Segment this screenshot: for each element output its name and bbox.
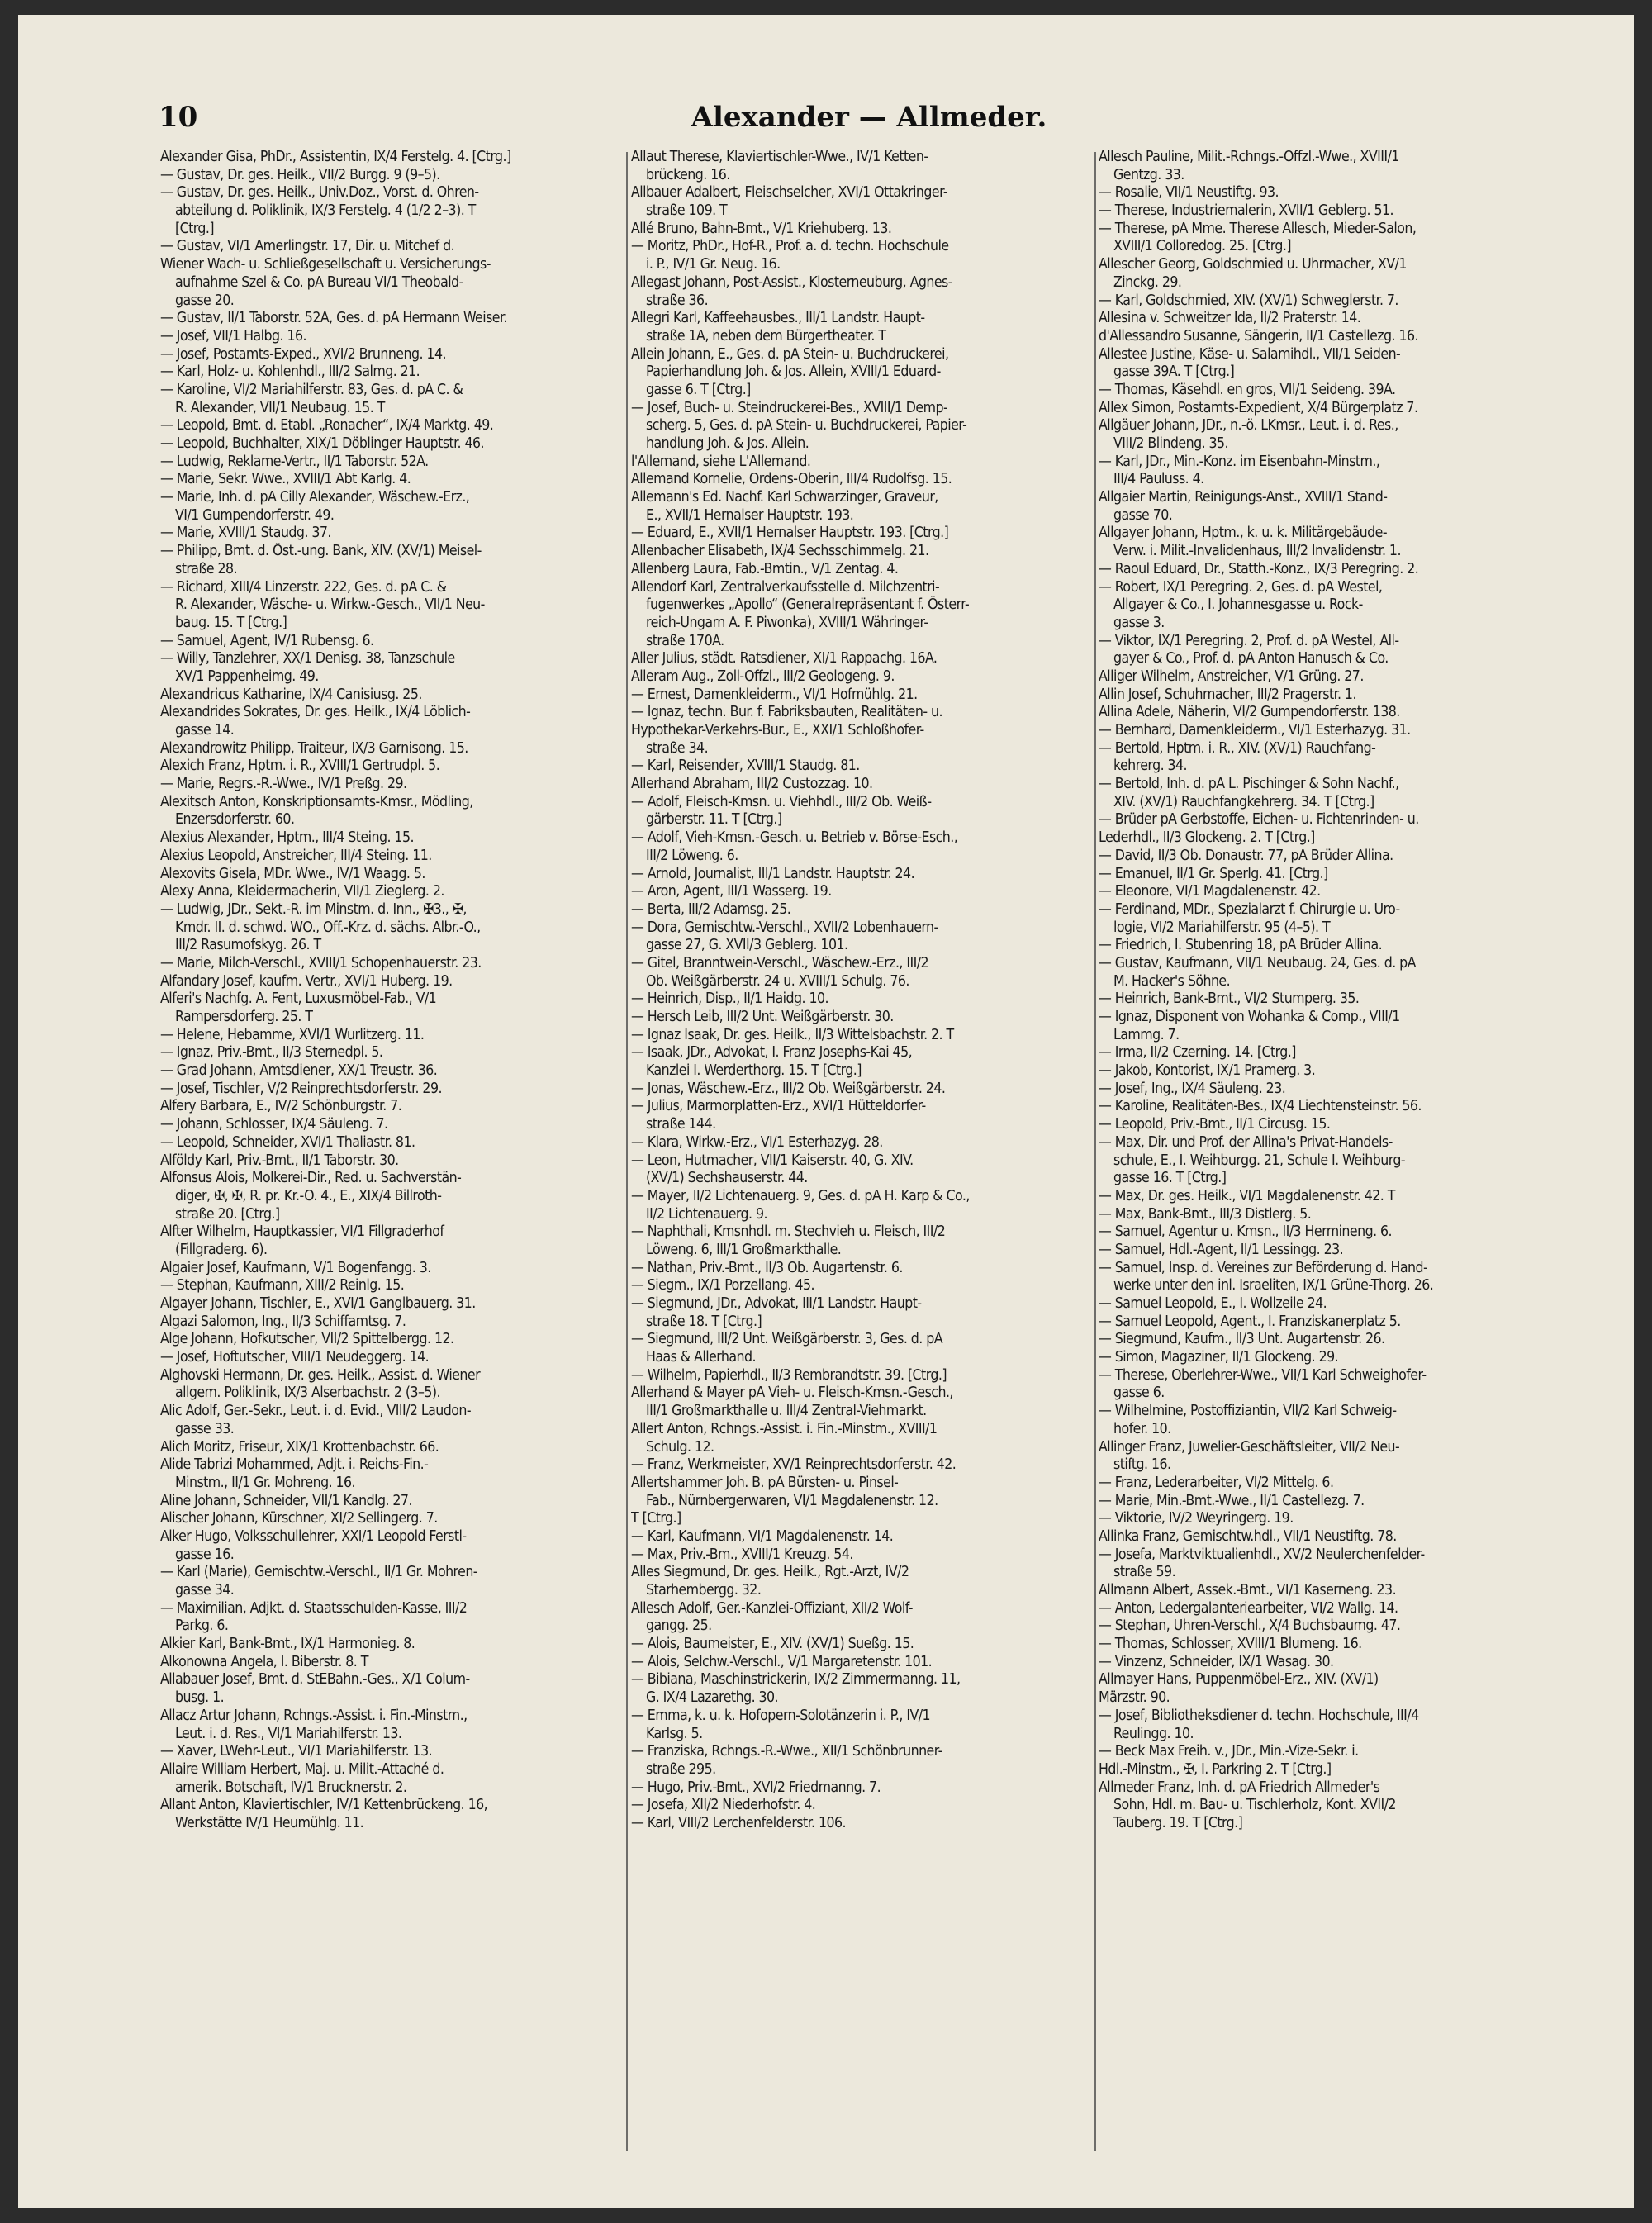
directory-entry-line: Reulingg. 10. (1113, 1725, 1194, 1742)
directory-entry-line: — Johann, Schlosser, IX/4 Säuleng. 7. (160, 1116, 388, 1133)
directory-entry-line: Fab., Nürnbergerwaren, VI/1 Magdalenenstr. 12. (646, 1492, 938, 1509)
directory-entry-line: Aline Johann, Schneider, VII/1 Kandlg. 27. (160, 1492, 412, 1509)
directory-entry-line: Alexandrides Sokrates, Dr. ges. Heilk., IX/4 Löblich- (160, 704, 471, 721)
directory-entry-line: — Samuel, Agentur u. Kmsn., II/3 Hermineng. 6. (1099, 1223, 1393, 1241)
directory-entry-line: — Marie, Inh. d. pA Cilly Alexander, Wäschew.-Erz., (160, 489, 470, 506)
directory-entry-line: — David, II/3 Ob. Donaustr. 77, pA Brüder Allina. (1099, 847, 1393, 864)
directory-entry-line: scherg. 5, Ges. d. pA Stein- u. Buchdruckerei, Papier- (646, 417, 967, 435)
directory-entry-line: — Ignaz, techn. Bur. f. Fabriksbauten, Realitäten- u. (631, 704, 942, 721)
directory-entry-line: Allegri Karl, Kaffeehausbes., III/1 Landstr. Haupt- (631, 310, 925, 327)
directory-entry-line: Aller Julius, städt. Ratsdiener, XI/1 Rappachg. 16A. (631, 650, 938, 667)
directory-entry-line: Allesina v. Schweitzer Ida, II/2 Praterstr. 14. (1099, 310, 1361, 327)
directory-entry-line: Hypothekar-Verkehrs-Bur., E., XXI/1 Schloßhofer- (631, 722, 924, 739)
directory-entry-line: logie, VI/2 Mariahilferstr. 95 (4–5). T (1113, 919, 1331, 936)
directory-entry-line: straße 109. T (646, 202, 728, 220)
column-1 (160, 149, 636, 2164)
directory-entry-line: — Karl (Marie), Gemischtw.-Verschl., II/1 Gr. Mohren- (160, 1564, 477, 1581)
directory-entry-line: — Nathan, Priv.-Bmt., II/3 Ob. Augartenstr. 6. (631, 1259, 903, 1276)
directory-entry-line: diger, ✠, ✠, R. pr. Kr.-O. 4., E., XIX/4 Billroth- (175, 1187, 442, 1204)
directory-entry-line: gasse 6. T [Ctrg.] (646, 381, 751, 398)
directory-entry-line: — Franz, Werkmeister, XV/1 Reinprechtsdorferstr. 42. (631, 1456, 957, 1474)
directory-entry-line: Alexovits Gisela, MDr. Wwe., IV/1 Waagg. 5. (160, 865, 425, 882)
directory-entry-line: — Bertold, Hptm. i. R., XIV. (XV/1) Rauchfang- (1099, 739, 1376, 757)
directory-entry-line: — Marie, Sekr. Wwe., XVIII/1 Abt Karlg. 4. (160, 471, 411, 488)
directory-entry-line: — Gustav, Dr. ges. Heilk., VII/2 Burgg. 9 (9–5). (160, 166, 440, 183)
directory-entry-line: Alexandricus Katharine, IX/4 Canisiusg. 25. (160, 686, 422, 703)
directory-entry-line: — Thomas, Käsehdl. en gros, VII/1 Seideng. 39A. (1099, 381, 1396, 398)
directory-entry-line: Allmann Albert, Assek.-Bmt., VI/1 Kaserneng. 23. (1099, 1582, 1397, 1598)
directory-entry-line: straße 20. [Ctrg.] (175, 1205, 280, 1223)
directory-entry-line: Minstm., II/1 Gr. Mohreng. 16. (175, 1474, 356, 1491)
directory-entry-line: Allert Anton, Rchngs.-Assist. i. Fin.-Minstm., XVIII/1 (631, 1420, 938, 1437)
directory-entry-line: Allabauer Josef, Bmt. d. StEBahn.-Ges., X/1 Colum- (160, 1671, 470, 1689)
directory-entry-line: Parkg. 6. (175, 1617, 229, 1635)
directory-entry-line: VI/1 Gumpendorferstr. 49. (175, 506, 335, 524)
directory-entry-line: Allgayer Johann, Hptm., k. u. k. Militärgebäude- (1099, 525, 1388, 542)
directory-entry-line: — Philipp, Bmt. d. Öst.-ung. Bank, XIV. (XV/1) Meisel- (160, 543, 482, 560)
directory-entry-line: Alge Johann, Hofkutscher, VII/2 Spittelbergg. 12. (160, 1331, 454, 1348)
directory-entry-line: l'Allemand, siehe L'Allemand. (631, 453, 811, 470)
directory-entry-line: — Richard, XIII/4 Linzerstr. 222, Ges. d. pA C. & (160, 578, 447, 596)
directory-entry-line: Alexius Alexander, Hptm., III/4 Steing. 15. (160, 829, 414, 847)
directory-entry-line: — Josef, Ing., IX/4 Säuleng. 23. (1099, 1080, 1286, 1097)
directory-entry-line: — Gustav, Dr. ges. Heilk., Univ.Doz., Vorst. d. Ohren- (160, 184, 479, 202)
directory-entry-line: amerik. Botschaft, IV/1 Brucknerstr. 2. (175, 1779, 407, 1796)
directory-entry-line: straße 1A, neben dem Bürgertheater. T (646, 327, 886, 344)
directory-entry-line: Allant Anton, Klaviertischler, IV/1 Kettenbrückeng. 16, (160, 1797, 488, 1814)
directory-entry-line: R. Alexander, VII/1 Neubaug. 15. T (175, 399, 385, 416)
directory-entry-line: — Samuel, Agent, IV/1 Rubensg. 6. (160, 632, 374, 649)
directory-entry-line: — Siegm., IX/1 Porzellang. 45. (631, 1277, 814, 1294)
directory-entry-line: — Therese, pA Mme. Therese Allesch, Mieder-Salon, (1099, 220, 1417, 237)
directory-entry-line: — Leopold, Priv.-Bmt., II/1 Circusg. 15. (1099, 1116, 1331, 1133)
directory-entry-line: Karlsg. 5. (646, 1725, 703, 1742)
directory-entry-line: baug. 15. T [Ctrg.] (175, 614, 287, 631)
directory-entry-line: Allenberg Laura, Fab.-Bmtin., V/1 Zentag. 4. (631, 560, 899, 577)
directory-entry-line: — Adolf, Fleisch-Kmsn. u. Viehhdl., III/2 Ob. Weiß- (631, 793, 932, 810)
directory-entry-line: — Josef, Bibliotheksdiener d. techn. Hochschule, III/4 (1099, 1707, 1419, 1724)
directory-entry-line: — Karl, Holz- u. Kohlenhdl., III/2 Salmg. 21. (160, 363, 420, 381)
directory-entry-line: Lederhdl., II/3 Glockeng. 2. T [Ctrg.] (1099, 829, 1315, 847)
directory-entry-line: — Siegmund, III/2 Unt. Weißgärberstr. 3, Ges. d. pA (631, 1331, 943, 1348)
directory-entry-line: — Simon, Magaziner, II/1 Glockeng. 29. (1099, 1349, 1339, 1366)
directory-entry-line: hofer. 10. (1113, 1420, 1171, 1437)
directory-entry-line: — Robert, IX/1 Peregring. 2, Ges. d. pA Westel, (1099, 578, 1383, 596)
directory-entry-line: — Xaver, LWehr-Leut., VI/1 Mariahilferstr. 13. (160, 1743, 433, 1760)
directory-entry-line: — Eleonore, VI/1 Magdalenenstr. 42. (1099, 883, 1321, 900)
directory-entry-line: Allegast Johann, Post-Assist., Klosterneuburg, Agnes- (631, 273, 952, 291)
directory-entry-line: Allmeder Franz, Inh. d. pA Friedrich Allmeder's (1099, 1779, 1380, 1796)
directory-entry-line: Allein Johann, E., Ges. d. pA Stein- u. Buchdruckerei, (631, 345, 949, 363)
directory-entry-line: — Ignaz Isaak, Dr. ges. Heilk., II/3 Wittelsbachstr. 2. T (631, 1026, 954, 1043)
directory-entry-line: Allmayer Hans, Puppenmöbel-Erz., XIV. (XV/1) (1099, 1671, 1379, 1689)
directory-entry-line: schule, E., I. Weihburgg. 21, Schule I. Weihburg- (1113, 1152, 1406, 1169)
directory-entry-line: Werkstätte IV/1 Heumühlg. 11. (175, 1814, 364, 1831)
directory-entry-line: — Viktorie, IV/2 Weyringerg. 19. (1099, 1510, 1294, 1527)
directory-entry-line: gasse 70. (1113, 506, 1173, 524)
directory-entry-line: — Marie, Min.-Bmt.-Wwe., II/1 Castellezg. 7. (1099, 1492, 1365, 1509)
directory-entry-line: — Mayer, II/2 Lichtenauerg. 9, Ges. d. pA H. Karp & Co., (631, 1187, 970, 1204)
directory-entry-line: Alexandrowitz Philipp, Traiteur, IX/3 Garnisong. 15. (160, 739, 468, 757)
directory-entry-line: Zinckg. 29. (1113, 273, 1182, 291)
directory-entry-line: Allgaier Martin, Reinigungs-Anst., XVIII/1 Stand- (1099, 489, 1388, 506)
directory-entry-line: Allesch Pauline, Milit.-Rchngs.-Offzl.-Wwe., XVIII/1 (1099, 149, 1399, 165)
directory-entry-line: — Josef, Postamts-Exped., XVI/2 Brunneng. 14. (160, 345, 446, 363)
directory-entry-line: — Alois, Baumeister, E., XIV. (XV/1) Sueßg. 15. (631, 1636, 914, 1653)
directory-entry-line: busg. 1. (175, 1689, 225, 1707)
directory-entry-line: stiftg. 16. (1113, 1456, 1171, 1474)
directory-entry-line: Alischer Johann, Kürschner, XI/2 Sellingerg. 7. (160, 1510, 438, 1527)
directory-entry-line: — Heinrich, Disp., II/1 Haidg. 10. (631, 990, 828, 1008)
directory-entry-line: gayer & Co., Prof. d. pA Anton Hanusch & Co. (1113, 650, 1389, 667)
directory-entry-line: straße 295. (646, 1760, 716, 1778)
directory-entry-line: — Samuel Leopold, E., I. Wollzeile 24. (1099, 1295, 1327, 1312)
running-head: Alexander — Allmeder. (691, 101, 1047, 134)
directory-entry-line: d'Allessandro Susanne, Sängerin, II/1 Castellezg. 16. (1099, 327, 1418, 344)
directory-entry-line: — Hersch Leib, III/2 Unt. Weißgärberstr. 30. (631, 1009, 894, 1025)
directory-entry-line: Algazi Salomon, Ing., II/3 Schiffamtsg. 7. (160, 1313, 406, 1330)
directory-entry-line: gasse 3. (1113, 614, 1165, 631)
directory-entry-line: — Irma, II/2 Czerning. 14. [Ctrg.] (1099, 1044, 1296, 1062)
directory-entry-line: Allestee Justine, Käse- u. Salamihdl., VII/1 Seiden- (1099, 345, 1401, 363)
directory-entry-line: Allesch Adolf, Ger.-Kanzlei-Offiziant, XII/2 Wolf- (631, 1599, 913, 1617)
directory-entry-line: — Leopold, Schneider, XVI/1 Thaliastr. 81. (160, 1133, 415, 1151)
directory-entry-line: — Josef, Buch- u. Steindruckerei-Bes., XVIII/1 Demp- (631, 399, 948, 416)
directory-entry-line: Haas & Allerhand. (646, 1349, 756, 1366)
directory-entry-line: — Aron, Agent, III/1 Wasserg. 19. (631, 883, 832, 900)
directory-entry-line: gasse 14. (175, 722, 235, 739)
directory-entry-line: — Thomas, Schlosser, XVIII/1 Blumeng. 16. (1099, 1636, 1362, 1653)
directory-entry-line: Ob. Weißgärberstr. 24 u. XVIII/1 Schulg. 76. (646, 972, 909, 990)
directory-entry-line: Rampersdorferg. 25. T (175, 1009, 313, 1025)
directory-entry-line: Alfandary Josef, kaufm. Vertr., XVI/1 Huberg. 19. (160, 972, 453, 990)
directory-entry-line: Alkonowna Angela, I. Biberstr. 8. T (160, 1653, 368, 1670)
directory-entry-line: — Leon, Hutmacher, VII/1 Kaiserstr. 40, G. XIV. (631, 1152, 914, 1169)
directory-entry-line: Allaire William Herbert, Maj. u. Milit.-Attaché d. (160, 1760, 444, 1778)
directory-entry-line: gasse 34. (175, 1582, 235, 1598)
directory-entry-line: straße 18. T [Ctrg.] (646, 1313, 762, 1330)
directory-entry-line: Allendorf Karl, Zentralverkaufsstelle d. Milchzentri- (631, 578, 940, 596)
directory-entry-line: — Emanuel, II/1 Gr. Sperlg. 41. [Ctrg.] (1099, 865, 1328, 882)
directory-entry-line: Alliger Wilhelm, Anstreicher, V/1 Grüng. 27. (1099, 667, 1364, 685)
directory-entry-line: Alexy Anna, Kleidermacherin, VII/1 Zieglerg. 2. (160, 883, 444, 900)
directory-entry-line: — Arnold, Journalist, III/1 Landstr. Hauptstr. 24. (631, 865, 915, 882)
directory-entry-line: reich-Ungarn A. F. Piwonka), XVIII/1 Währinger- (646, 614, 928, 631)
directory-entry-line: E., XVII/1 Hernalser Hauptstr. 193. (646, 506, 854, 524)
directory-entry-line: — Eduard, E., XVII/1 Hernalser Hauptstr. 193. [Ctrg.] (631, 525, 949, 542)
directory-entry-line: — Ferdinand, MDr., Spezialarzt f. Chirurgie u. Uro- (1099, 900, 1400, 918)
directory-entry-line: — Gustav, Kaufmann, VII/1 Neubaug. 24, Ges. d. pA (1099, 954, 1416, 971)
page-number: 10 (159, 101, 198, 134)
directory-entry-line: abteilung d. Poliklinik, IX/3 Ferstelg. 4 (1/2 2–3). T (175, 202, 476, 220)
directory-entry-line: gangg. 25. (646, 1617, 712, 1635)
directory-entry-line: Algayer Johann, Tischler, E., XVI/1 Ganglbauerg. 31. (160, 1295, 476, 1312)
directory-entry-line: Alfter Wilhelm, Hauptkassier, VI/1 Fillgraderhof (160, 1223, 444, 1241)
directory-entry-line: — Samuel, Insp. d. Vereines zur Beförderung d. Hand- (1099, 1259, 1428, 1276)
directory-entry-line: — Therese, Industriemalerin, XVII/1 Geblerg. 51. (1099, 202, 1394, 220)
directory-entry-line: Alexich Franz, Hptm. i. R., XVIII/1 Gertrudpl. 5. (160, 758, 440, 775)
directory-entry-line: T [Ctrg.] (631, 1510, 681, 1527)
column-2 (631, 149, 1107, 2164)
directory-entry-line: — Max, Bank-Bmt., III/3 Distlerg. 5. (1099, 1205, 1312, 1223)
directory-entry-line: Allin Josef, Schuhmacher, III/2 Pragerstr. 1. (1099, 686, 1356, 703)
directory-entry-line: — Raoul Eduard, Dr., Statth.-Konz., IX/3 Peregring. 2. (1099, 560, 1419, 577)
directory-entry-line: Alic Adolf, Ger.-Sekr., Leut. i. d. Evid., VIII/2 Laudon- (160, 1403, 472, 1420)
directory-entry-line: Allbauer Adalbert, Fleischselcher, XVI/1 Ottakringer- (631, 184, 948, 202)
directory-entry-line: Alexius Leopold, Anstreicher, III/4 Steing. 11. (160, 847, 432, 864)
directory-entry-line: — Wilhelmine, Postoffiziantin, VII/2 Karl Schweig- (1099, 1403, 1397, 1420)
directory-entry-line: gasse 39A. T [Ctrg.] (1113, 363, 1235, 381)
directory-entry-line: XVIII/1 Colloredog. 25. [Ctrg.] (1113, 238, 1292, 255)
directory-entry-line: — Karl, JDr., Min.-Konz. im Eisenbahn-Minstm., (1099, 453, 1380, 470)
directory-entry-line: — Wilhelm, Papierhdl., II/3 Rembrandtstr. 39. [Ctrg.] (631, 1366, 947, 1384)
directory-entry-line: — Gustav, VI/1 Amerlingstr. 17, Dir. u. Mitchef d. (160, 238, 455, 255)
directory-entry-line: M. Hacker's Söhne. (1113, 972, 1231, 990)
directory-entry-line: — Gitel, Branntwein-Verschl., Wäschew.-Erz., III/2 (631, 954, 929, 971)
directory-entry-line: Alkier Karl, Bank-Bmt., IX/1 Harmonieg. 8. (160, 1636, 415, 1653)
directory-entry-line: — Marie, Milch-Verschl., XVIII/1 Schopenhauerstr. 23. (160, 954, 482, 971)
directory-entry-line: kehrerg. 34. (1113, 758, 1188, 775)
directory-entry-line: Allex Simon, Postamts-Expedient, X/4 Bürgerplatz 7. (1099, 399, 1418, 416)
directory-entry-line: — Grad Johann, Amtsdiener, XX/1 Treustr. 36. (160, 1062, 438, 1080)
directory-entry-line: straße 144. (646, 1116, 716, 1133)
directory-entry-line: Allerhand Abraham, III/2 Custozzag. 10. (631, 776, 873, 793)
directory-entry-line: — Jakob, Kontorist, IX/1 Pramerg. 3. (1099, 1062, 1316, 1080)
directory-page (18, 15, 1634, 2208)
directory-entry-line: [Ctrg.] (175, 220, 215, 237)
directory-entry-line: Alfonsus Alois, Molkerei-Dir., Red. u. Sachverstän- (160, 1170, 462, 1187)
directory-entry-line: — Josefa, XII/2 Niederhofstr. 4. (631, 1797, 816, 1814)
directory-entry-line: gasse 20. (175, 292, 235, 309)
directory-entry-line: — Max, Priv.-Bm., XVIII/1 Kreuzg. 54. (631, 1546, 853, 1563)
directory-entry-line: — Josefa, Marktviktualienhdl., XV/2 Neulerchenfelder- (1099, 1546, 1425, 1563)
directory-entry-line: Lammg. 7. (1113, 1026, 1180, 1043)
directory-entry-line: — Maximilian, Adjkt. d. Staatsschulden-Kasse, III/2 (160, 1599, 468, 1617)
directory-entry-line: — Karoline, Realitäten-Bes., IX/4 Liechtensteinstr. 56. (1099, 1098, 1422, 1115)
directory-entry-line: — Max, Dr. ges. Heilk., VI/1 Magdalenenstr. 42. T (1099, 1187, 1395, 1204)
directory-entry-line: — Alois, Selchw.-Verschl., V/1 Margaretenstr. 101. (631, 1653, 933, 1670)
directory-entry-line: VIII/2 Blindeng. 35. (1113, 435, 1229, 452)
directory-entry-line: — Franz, Lederarbeiter, VI/2 Mittelg. 6. (1099, 1474, 1334, 1491)
directory-entry-line: — Josef, Tischler, V/2 Reinprechtsdorferstr. 29. (160, 1080, 442, 1097)
directory-entry-line: — Ignaz, Priv.-Bmt., II/3 Sternedpl. 5. (160, 1044, 383, 1062)
directory-entry-line: Allacz Artur Johann, Rchngs.-Assist. i. Fin.-Minstm., (160, 1707, 468, 1724)
directory-entry-line: gasse 16. (175, 1546, 235, 1563)
directory-entry-line: gärberstr. 11. T [Ctrg.] (646, 811, 782, 829)
directory-entry-line: — Stephan, Kaufmann, XIII/2 Reinlg. 15. (160, 1277, 405, 1294)
directory-entry-line: gasse 27, G. XVII/3 Geblerg. 101. (646, 937, 848, 954)
directory-entry-line: Alexander Gisa, PhDr., Assistentin, IX/4 Ferstelg. 4. [Ctrg.] (160, 149, 511, 165)
directory-entry-line: straße 28. (175, 560, 238, 577)
directory-entry-line: straße 34. (646, 739, 709, 757)
directory-entry-line: Alich Moritz, Friseur, XIX/1 Krottenbachstr. 66. (160, 1438, 439, 1456)
directory-entry-line: Alleram Aug., Zoll-Offzl., III/2 Geologeng. 9. (631, 667, 895, 685)
directory-entry-line: — Bibiana, Maschinstrickerin, IX/2 Zimmermanng. 11, (631, 1671, 961, 1689)
directory-entry-line: Allé Bruno, Bahn-Bmt., V/1 Kriehuberg. 13. (631, 220, 892, 237)
directory-entry-line: — Friedrich, I. Stubenring 18, pA Brüder Allina. (1099, 937, 1383, 954)
directory-entry-line: gasse 33. (175, 1420, 235, 1437)
directory-entry-line: gasse 16. T [Ctrg.] (1113, 1170, 1227, 1187)
directory-entry-line: Märzstr. 90. (1099, 1689, 1170, 1707)
directory-entry-line: Allemand Kornelie, Ordens-Oberin, III/4 Rudolfsg. 15. (631, 471, 952, 488)
directory-entry-line: — Dora, Gemischtw.-Verschl., XVII/2 Lobenhauern- (631, 919, 938, 936)
directory-entry-line: — Berta, III/2 Adamsg. 25. (631, 900, 791, 918)
directory-entry-line: — Bernhard, Damenkleiderm., VI/1 Esterhazyg. 31. (1099, 722, 1411, 739)
directory-entry-line: brückeng. 16. (646, 166, 730, 183)
directory-entry-line: — Emma, k. u. k. Hofopern-Solotänzerin i. P., IV/1 (631, 1707, 931, 1724)
directory-entry-line: Kmdr. II. d. schwd. WO., Off.-Krz. d. sächs. Albr.-O., (175, 919, 481, 936)
directory-entry-line: — Klara, Wirkw.-Erz., VI/1 Esterhazyg. 28. (631, 1133, 883, 1151)
directory-entry-line: fugenwerkes „Apollo“ (Generalrepräsentant f. Österr- (646, 596, 970, 614)
directory-entry-line: Algaier Josef, Kaufmann, V/1 Bogenfangg. 3. (160, 1259, 431, 1276)
directory-entry-line: Allenbacher Elisabeth, IX/4 Sechsschimmelg. 21. (631, 543, 929, 560)
directory-entry-line: Tauberg. 19. T [Ctrg.] (1113, 1814, 1243, 1831)
directory-entry-line: Kanzlei I. Werderthorg. 15. T [Ctrg.] (646, 1062, 862, 1080)
directory-entry-line: Papierhandlung Joh. & Jos. Allein, XVIII/1 Eduard- (646, 363, 941, 381)
directory-entry-line: Hdl.-Minstm., ✠, I. Parkring 2. T [Ctrg.] (1099, 1760, 1332, 1778)
directory-entry-line: — Samuel Leopold, Agent., I. Franziskanerplatz 5. (1099, 1313, 1401, 1330)
directory-entry-line: — Rosalie, VII/1 Neustiftg. 93. (1099, 184, 1279, 202)
directory-entry-line: Enzersdorferstr. 60. (175, 811, 295, 829)
directory-entry-line: aufnahme Szel & Co. pA Bureau VI/1 Theobald- (175, 273, 463, 291)
directory-entry-line: Verw. i. Milit.-Invalidenhaus, III/2 Invalidenstr. 1. (1113, 543, 1401, 560)
directory-entry-line: Allinka Franz, Gemischtw.hdl., VII/1 Neustiftg. 78. (1099, 1527, 1397, 1545)
directory-entry-line: straße 36. (646, 292, 709, 309)
directory-entry-line: — Hugo, Priv.-Bmt., XVI/2 Friedmanng. 7. (631, 1779, 881, 1796)
directory-entry-line: — Karl, Reisender, XVIII/1 Staudg. 81. (631, 758, 860, 775)
directory-entry-line: R. Alexander, Wäsche- u. Wirkw.-Gesch., VII/1 Neu- (175, 596, 485, 614)
directory-entry-line: Allerhand & Mayer pA Vieh- u. Fleisch-Kmsn.-Gesch., (631, 1385, 953, 1402)
directory-entry-line: — Ignaz, Disponent von Wohanka & Comp., VIII/1 (1099, 1009, 1400, 1025)
directory-entry-line: Allgäuer Johann, JDr., n.-ö. LKmsr., Leut. i. d. Res., (1099, 417, 1398, 435)
page-body (134, 86, 1604, 2168)
directory-entry-line: II/2 Lichtenauerg. 9. (646, 1205, 768, 1223)
directory-entry-line: — Siegmund, Kaufm., II/3 Unt. Augartenstr. 26. (1099, 1331, 1385, 1348)
directory-entry-line: Alide Tabrizi Mohammed, Adjt. i. Reichs-Fin.- (160, 1456, 429, 1474)
directory-entry-line: Wiener Wach- u. Schließgesellschaft u. Versicherungs- (160, 256, 491, 273)
directory-entry-line: — Karl, Goldschmied, XIV. (XV/1) Schweglerstr. 7. (1099, 292, 1398, 309)
directory-entry-line: Allina Adele, Näherin, VI/2 Gumpendorferstr. 138. (1099, 704, 1400, 721)
directory-entry-line: — Bertold, Inh. d. pA L. Pischinger & Sohn Nachf., (1099, 776, 1399, 793)
directory-entry-line: Löweng. 6, III/1 Großmarkthalle. (646, 1241, 842, 1258)
directory-entry-line: Alexitsch Anton, Konskriptionsamts-Kmsr., Mödling, (160, 793, 473, 810)
directory-entry-line: — Brüder pA Gerbstoffe, Eichen- u. Fichtenrinden- u. (1099, 811, 1419, 829)
directory-entry-line: — Franziska, Rchngs.-R.-Wwe., XII/1 Schönbrunner- (631, 1743, 942, 1760)
directory-entry-line: G. IX/4 Lazarethg. 30. (646, 1689, 779, 1707)
directory-entry-line: Gentzg. 33. (1113, 166, 1184, 183)
column-3 (1099, 149, 1578, 2164)
directory-entry-line: — Beck Max Freih. v., JDr., Min.-Vize-Sekr. i. (1099, 1743, 1359, 1760)
directory-entry-line: — Leopold, Bmt. d. Etabl. „Ronacher“, IX/4 Marktg. 49. (160, 417, 494, 435)
directory-entry-line: Allaut Therese, Klaviertischler-Wwe., IV/1 Ketten- (631, 149, 928, 165)
directory-entry-line: — Moritz, PhDr., Hof-R., Prof. a. d. techn. Hochschule (631, 238, 949, 255)
directory-entry-line: — Ludwig, Reklame-Vertr., II/1 Taborstr. 52A. (160, 453, 429, 470)
directory-entry-line: — Julius, Marmorplatten-Erz., XVI/1 Hütteldorfer- (631, 1098, 926, 1115)
directory-entry-line: straße 59. (1113, 1564, 1176, 1581)
directory-entry-line: — Siegmund, JDr., Advokat, III/1 Landstr. Haupt- (631, 1295, 922, 1312)
directory-entry-line: Allemann's Ed. Nachf. Karl Schwarzinger, Graveur, (631, 489, 938, 506)
directory-entry-line: i. P., IV/1 Gr. Neug. 16. (646, 256, 781, 273)
directory-entry-line: straße 170A. (646, 632, 724, 649)
directory-entry-line: Starhembergg. 32. (646, 1582, 762, 1598)
directory-entry-line: — Vinzenz, Schneider, IX/1 Wasag. 30. (1099, 1653, 1334, 1670)
directory-entry-line: Alfery Barbara, E., IV/2 Schönburgstr. 7. (160, 1098, 402, 1115)
directory-entry-line: — Karoline, VI/2 Mariahilferstr. 83, Ges. d. pA C. & (160, 381, 463, 398)
directory-entry-line: Allescher Georg, Goldschmied u. Uhrmacher, XV/1 (1099, 256, 1407, 273)
directory-entry-line: allgem. Poliklinik, IX/3 Alserbachstr. 2 (3–5). (175, 1385, 440, 1402)
directory-entry-line: — Marie, Regrs.-R.-Wwe., IV/1 Preßg. 29. (160, 776, 407, 793)
directory-entry-line: Alföldy Karl, Priv.-Bmt., II/1 Taborstr. 30. (160, 1152, 399, 1169)
directory-entry-line: III/2 Löweng. 6. (646, 847, 738, 864)
directory-entry-line: Allinger Franz, Juwelier-Geschäftsleiter, VII/2 Neu- (1099, 1438, 1400, 1456)
directory-entry-line: — Karl, VIII/2 Lerchenfelderstr. 106. (631, 1814, 846, 1831)
directory-entry-line: Sohn, Hdl. m. Bau- u. Tischlerholz, Kont. XVII/2 (1113, 1797, 1396, 1814)
directory-entry-line: — Willy, Tanzlehrer, XX/1 Denisg. 38, Tanzschule (160, 650, 455, 667)
directory-entry-line: handlung Joh. & Jos. Allein. (646, 435, 809, 452)
directory-entry-line: — Adolf, Vieh-Kmsn.-Gesch. u. Betrieb v. Börse-Esch., (631, 829, 958, 847)
directory-entry-line: Alferi's Nachfg. A. Fent, Luxusmöbel-Fab., V/1 (160, 990, 437, 1008)
directory-entry-line: — Ludwig, JDr., Sekt.-R. im Minstm. d. Inn., ✠3., ✠, (160, 900, 467, 918)
directory-entry-line: — Max, Dir. und Prof. der Allina's Privat-Handels- (1099, 1133, 1393, 1151)
directory-entry-line: gasse 6. (1113, 1385, 1165, 1402)
directory-entry-line: XV/1 Pappenheimg. 49. (175, 667, 319, 685)
directory-entry-line: — Anton, Ledergalanteriearbeiter, VI/2 Wallg. 14. (1099, 1599, 1398, 1617)
directory-entry-line: III/4 Pauluss. 4. (1113, 471, 1204, 488)
directory-entry-line: werke unter den inl. Israeliten, IX/1 Grüne-Thorg. 26. (1113, 1277, 1434, 1294)
directory-entry-line: — Therese, Oberlehrer-Wwe., VII/1 Karl Schweighofer- (1099, 1366, 1427, 1384)
directory-entry-line: — Marie, XVIII/1 Staudg. 37. (160, 525, 331, 542)
directory-entry-line: XIV. (XV/1) Rauchfangkehrerg. 34. T [Ctrg.] (1113, 793, 1374, 810)
directory-entry-line: (XV/1) Sechshauserstr. 44. (646, 1170, 808, 1187)
directory-entry-line: Allertshammer Joh. B. pA Bürsten- u. Pinsel- (631, 1474, 899, 1491)
directory-entry-line: — Helene, Hebamme, XVI/1 Wurlitzerg. 11. (160, 1026, 425, 1043)
directory-entry-line: — Gustav, II/1 Taborstr. 52A, Ges. d. pA Hermann Weiser. (160, 310, 507, 327)
directory-entry-line: — Jonas, Wäschew.-Erz., III/2 Ob. Weißgärberstr. 24. (631, 1080, 946, 1097)
directory-entry-line: — Heinrich, Bank-Bmt., VI/2 Stumperg. 35. (1099, 990, 1360, 1008)
directory-entry-line: — Josef, VII/1 Halbg. 16. (160, 327, 306, 344)
directory-entry-line: — Leopold, Buchhalter, XIX/1 Döblinger Hauptstr. 46. (160, 435, 484, 452)
directory-entry-line: (Fillgraderg. 6). (175, 1241, 268, 1258)
directory-entry-line: — Josef, Hoftutscher, VIII/1 Neudeggerg. 14. (160, 1349, 430, 1366)
directory-entry-line: — Isaak, JDr., Advokat, I. Franz Josephs-Kai 45, (631, 1044, 913, 1062)
directory-entry-line: — Samuel, Hdl.-Agent, II/1 Lessingg. 23. (1099, 1241, 1344, 1258)
directory-entry-line: — Karl, Kaufmann, VI/1 Magdalenenstr. 14. (631, 1527, 894, 1545)
directory-entry-line: Alghovski Hermann, Dr. ges. Heilk., Assist. d. Wiener (160, 1366, 481, 1384)
directory-entry-line: III/1 Großmarkthalle u. III/4 Zentral-Viehmarkt. (646, 1403, 927, 1420)
directory-entry-line: — Viktor, IX/1 Peregring. 2, Prof. d. pA Westel, All- (1099, 632, 1399, 649)
directory-entry-line: — Ernest, Damenkleiderm., VI/1 Hofmühlg. 21. (631, 686, 918, 703)
directory-entry-line: III/2 Rasumofskyg. 26. T (175, 937, 321, 954)
directory-entry-line: Allgayer & Co., I. Johannesgasse u. Rock- (1113, 596, 1363, 614)
directory-entry-line: — Stephan, Uhren-Verschl., X/4 Buchsbaumg. 47. (1099, 1617, 1401, 1635)
directory-entry-line: Schulg. 12. (646, 1438, 714, 1456)
directory-entry-line: — Naphthali, Kmsnhdl. m. Stechvieh u. Fleisch, III/2 (631, 1223, 946, 1241)
directory-entry-line: Alles Siegmund, Dr. ges. Heilk., Rgt.-Arzt, IV/2 (631, 1564, 909, 1581)
directory-entry-line: Alker Hugo, Volksschullehrer, XXI/1 Leopold Ferstl- (160, 1527, 467, 1545)
directory-entry-line: Leut. i. d. Res., VI/1 Mariahilferstr. 13. (175, 1725, 402, 1742)
